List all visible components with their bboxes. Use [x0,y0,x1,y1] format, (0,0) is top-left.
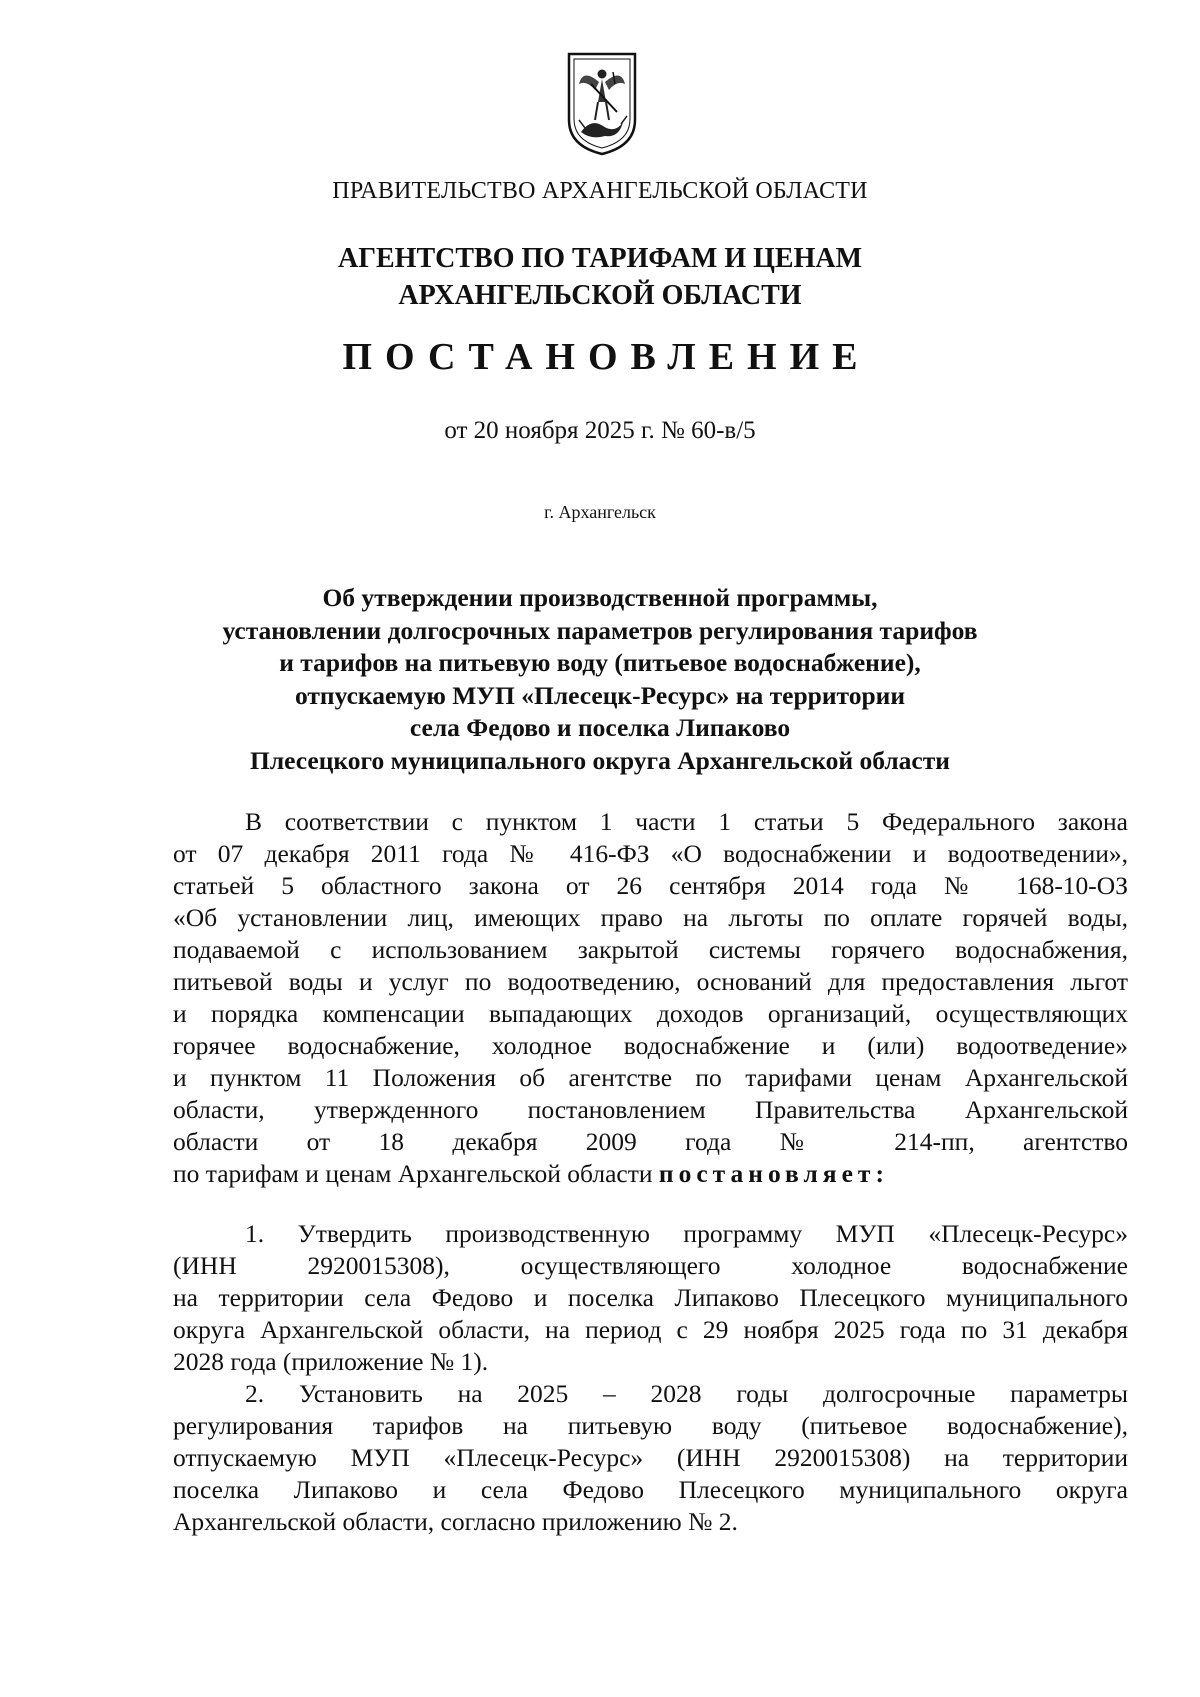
item-2-paragraph [173,1378,1128,1538]
document-title [0,582,1200,777]
text-line: 2028 года (приложение № 1). [173,1347,489,1376]
document-city: г. Архангельск [544,502,656,522]
title-line: отпускаемую МУП «Плесецк-Ресурс» на территории [294,680,906,710]
text-line: Архангельской области, согласно приложению № 2. [173,1507,738,1536]
text-line: горячее водоснабжение, холодное водоснабжение и (или) водоотведение» [173,1031,1128,1060]
preamble-paragraph [173,806,1128,1190]
agency-name-line: АРХАНГЕЛЬСКОЙ ОБЛАСТИ [398,280,802,311]
text-line: поселка Липаково и села Федово Плесецкого муниципального округа [173,1475,1128,1504]
text-line: регулирования тарифов на питьевую воду (питьевое водоснабжение), [173,1411,1128,1440]
title-line: Плесецкого муниципального округа Архангельской области [250,745,950,775]
text-line [173,1158,1128,1190]
text-line: (ИНН 2920015308), осуществляющего холодное водоснабжение [173,1251,1128,1280]
agency-name-line: АГЕНТСТВО ПО ТАРИФАМ И ЦЕНАМ [337,243,863,274]
text-line: 1. Утвердить производственную программу МУП «Плесецк-Ресурс» [245,1219,1128,1248]
text-line: области, утвержденного постановлением Правительства Архангельской [173,1095,1128,1124]
text-line: статьей 5 областного закона от 26 сентября 2014 года № 168-10-ОЗ [173,871,1128,900]
title-line: Об утверждении производственной программы, [322,583,878,612]
text-line: отпускаемую МУП «Плесецк-Ресурс» (ИНН 2920015308) на территории [173,1443,1128,1472]
agency-name [0,240,1200,314]
text-line: на территории села Федово и поселка Липаково Плесецкого муниципального [173,1283,1128,1312]
text-line: подаваемой с использованием закрытой системы горячего водоснабжения, [173,935,1128,964]
decree-word: постановляет: [658,1159,889,1188]
document-date-number: от 20 ноября 2025 г. № 60-в/5 [444,417,756,444]
text-line: от 07 декабря 2011 года № 416-ФЗ «О водоснабжении и водоотведении», [173,839,1128,868]
title-line: установлении долгосрочных параметров регулирования тарифов [222,615,978,645]
text-line: питьевой воды и услуг по водоотведению, оснований для предоставления льгот [173,967,1128,996]
title-line: и тарифов на питьевую воду (питьевое водоснабжение), [279,648,921,677]
government-name: ПРАВИТЕЛЬСТВО АРХАНГЕЛЬСКОЙ ОБЛАСТИ [332,178,868,204]
coat-of-arms-emblem [565,50,639,158]
text-line: и пунктом 11 Положения об агентстве по тарифами ценам Архангельской [173,1063,1128,1092]
title-line: села Федово и поселка Липаково [409,713,791,742]
text-fragment: по тарифам и ценам Архангельской области [173,1159,653,1188]
text-line: В соответствии с пунктом 1 части 1 статьи 5 Федерального закона [245,807,1128,836]
text-line: области от 18 декабря 2009 года № 214-пп, агентство [173,1127,1128,1156]
text-line: и порядка компенсации выпадающих доходов организаций, осуществляющих [173,999,1128,1028]
item-1-paragraph [173,1218,1128,1378]
text-line: «Об установлении лиц, имеющих право на льготы по оплате горячей воды, [173,903,1128,932]
document-type-heading: ПОСТАНОВЛЕНИЕ [342,336,871,378]
text-line: округа Архангельской области, на период с 29 ноября 2025 года по 31 декабря [173,1315,1128,1344]
text-line: 2. Установить на 2025 – 2028 годы долгосрочные параметры [245,1379,1128,1408]
